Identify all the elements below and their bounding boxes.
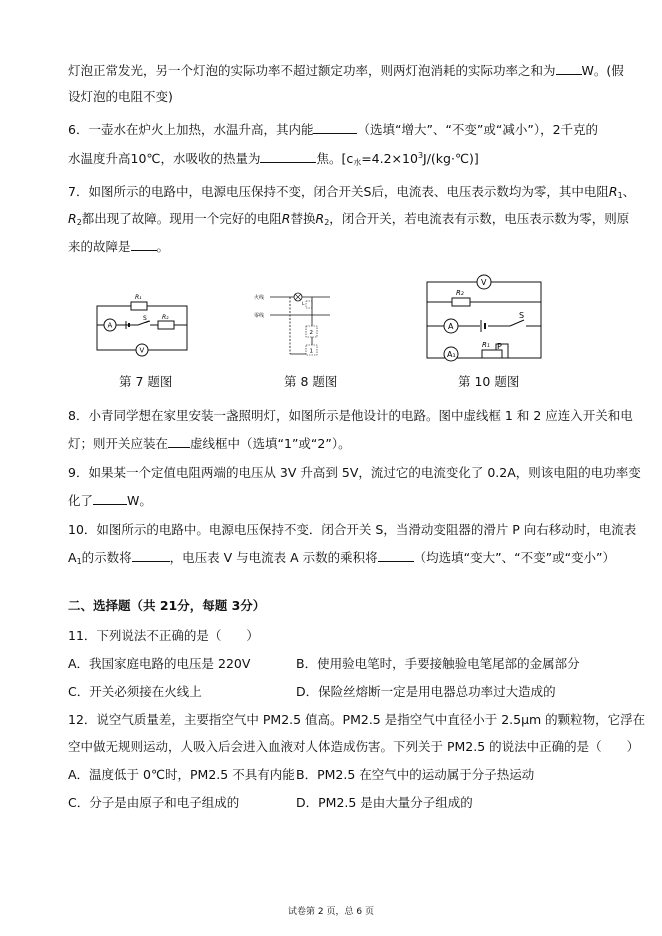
q10-line-1: 10．如图所示的电路中。电源电压保持不变．闭合开关 S，当滑动变阻器的滑片 P 向右移动时，电流表 (68, 522, 637, 537)
q10-text-c: ，电压表 V 与电流表 A 示数的乘积将 (169, 550, 378, 565)
fig10-r1-rheostat (482, 350, 502, 358)
fig7-voltmeter-label: V (139, 346, 145, 355)
q10-text-a: A (68, 550, 77, 565)
q12-option-c[interactable]: C．分子是由原子和电子组成的 (68, 795, 240, 810)
fig10-ammeter-1-label: A₁ (447, 350, 456, 359)
q8-blank[interactable] (168, 435, 190, 448)
q7-r: R (281, 211, 291, 226)
fig8-lamp-label: L (302, 302, 305, 307)
fig7-r2-label: R₂ (162, 314, 169, 321)
q6-sub-water: 水 (353, 158, 362, 167)
q6-line-1 (68, 121, 598, 138)
fig8-box-2-label: 2 (309, 330, 313, 336)
q8-text-a: 灯；则开关应装在 (68, 436, 169, 451)
q8-line-1: 8．小青同学想在家里安装一盏照明灯，如图所示是他设计的电路。图中虚线框 1 和 2 应连入开关和电 (68, 408, 633, 423)
q7-r2: R (68, 211, 77, 226)
fig10-r1-label: R₁ (482, 341, 490, 349)
q9-text-a: 化了 (68, 493, 94, 508)
q6-line-2 (68, 148, 479, 171)
fig10-switch-label: S (519, 311, 525, 320)
q9-blank[interactable] (93, 492, 127, 505)
fig7-r1-resistor (131, 302, 147, 310)
q6-blank-2[interactable] (260, 150, 316, 163)
q11-option-c[interactable]: C．开关必须接在火线上 (68, 684, 202, 699)
q9-line-1: 9．如果某一个定值电阻两端的电压从 3V 升高到 5V，流过它的电流变化了 0.2A，则该电阻的电功率变 (68, 465, 641, 480)
q7-text-a: 7．如图所示的电路中，电源电压保持不变，闭合开关S后，电流表、电压表示数均为零，其中电阻 (68, 184, 609, 199)
q10-sub-1: 1 (76, 557, 82, 566)
fig7-r2-resistor (158, 321, 174, 329)
fig10-ammeter-label: A (448, 322, 454, 331)
figure-10-circuit (424, 274, 544, 364)
q7-text-g: 。 (156, 239, 170, 254)
q5-line-1 (68, 62, 624, 79)
page-footer: 试卷第 2 页，总 6 页 (288, 907, 374, 917)
q11-option-d[interactable]: D．保险丝熔断一定是用电器总功率过大造成的 (296, 684, 556, 699)
q10-text-d: （均选填“变大”、“不变”或“变小”） (413, 550, 616, 565)
q9-text-b: W。 (127, 493, 152, 508)
figure-7-circuit (94, 294, 194, 358)
fig10-r2-label: R₂ (456, 289, 464, 297)
q10-text-b: 的示数将 (81, 550, 132, 565)
section-2-title: 二、选择题（共 21分，每题 3分） (68, 598, 266, 613)
q10-blank-1[interactable] (132, 549, 170, 562)
q10-line-2 (68, 549, 615, 570)
fig7-switch-label: S (143, 315, 147, 322)
q12-option-b[interactable]: B．PM2.5 在空气中的运动属于分子热运动 (296, 767, 535, 782)
q7-line-2 (68, 211, 629, 231)
q12-option-a[interactable]: A．温度低于 0℃时，PM2.5 不具有内能 (68, 767, 295, 782)
q7-text-e: ，闭合开关，若电流表有示数，电压表示数为零，则原 (329, 211, 630, 226)
q7-r1-sub: 1 (617, 191, 623, 200)
fig10-r2-resistor (452, 298, 470, 306)
q6-text-e: =4.2×10 (361, 151, 418, 166)
figure-8-house-circuit (254, 290, 334, 360)
fig8-box-1-label: 1 (309, 348, 313, 355)
q7-r1: R (608, 184, 618, 199)
fig7-r1-label: R₁ (135, 294, 142, 301)
q7-line-3 (68, 238, 169, 255)
q5-text-a: 灯泡正常发光，另一个灯泡的实际功率不超过额定功率，则两灯泡消耗的实际功率之和为 (68, 63, 556, 78)
fig8-live-label: 火线 (254, 295, 265, 301)
q7-r2b-sub: 2 (324, 218, 330, 227)
fig10-caption: 第 10 题图 (458, 374, 520, 389)
q7-text-f: 来的故障是 (68, 239, 131, 254)
q7-text-c: 都出现了故障。现用一个完好的电阻 (81, 211, 282, 226)
q8-text-b: 虚线框中（选填“1”或“2”）。 (190, 436, 351, 451)
q6-blank-1[interactable] (313, 121, 357, 134)
q6-text-d: 焦。[c (316, 151, 354, 166)
fig8-neutral-label: 零线 (254, 313, 265, 319)
q6-text-b: （选填“增大”、“不变”或“减小”），2千克的 (357, 122, 599, 137)
fig8-lamp-box (306, 301, 312, 308)
q7-line-1 (68, 184, 635, 204)
fig8-caption: 第 8 题图 (284, 374, 338, 389)
q11-option-b[interactable]: B．使用验电笔时，手要接触验电笔尾部的金属部分 (296, 656, 580, 671)
q5-text-b: W。(假 (581, 63, 624, 78)
q6-sup-3: 3 (417, 151, 424, 160)
q7-text-b: 、 (622, 184, 636, 199)
q7-r2-sub: 2 (76, 218, 82, 227)
q6-text-a: 6．一壶水在炉火上加热，水温升高，其内能 (68, 122, 314, 137)
fig10-voltmeter-label: V (481, 278, 487, 287)
q6-text-c: 水温度升高10℃，水吸收的热量为 (68, 151, 261, 166)
q11-stem: 11．下列说法不正确的是（ ） (68, 628, 259, 643)
q12-option-d[interactable]: D．PM2.5 是由大量分子组成的 (296, 795, 473, 810)
q12-line-1: 12．说空气质量差，主要指空气中 PM2.5 值高。PM2.5 是指空气中直径小于 2.5μm 的颗粒物，它浮在 (68, 712, 646, 727)
fig7-caption: 第 7 题图 (119, 374, 173, 389)
q10-blank-2[interactable] (378, 549, 414, 562)
q5-line-2: 设灯泡的电阻不变) (68, 89, 173, 104)
q12-line-2: 空中做无规则运动，人吸入后会进入血液对人体造成伤害。下列关于 PM2.5 的说法中正确的是（ ） (68, 739, 640, 754)
q6-text-f: J/(kg·℃)] (423, 151, 479, 166)
q9-line-2 (68, 492, 152, 509)
q5-answer-blank[interactable] (556, 62, 582, 75)
q8-line-2 (68, 435, 351, 452)
q11-option-a[interactable]: A．我国家庭电路的电压是 220V (68, 656, 251, 671)
q7-text-d: 替换 (290, 211, 316, 226)
q7-blank[interactable] (131, 238, 157, 251)
q7-r2b: R (315, 211, 325, 226)
fig7-ammeter-label: A (107, 321, 113, 330)
fig10-slider-label: P (497, 342, 502, 351)
